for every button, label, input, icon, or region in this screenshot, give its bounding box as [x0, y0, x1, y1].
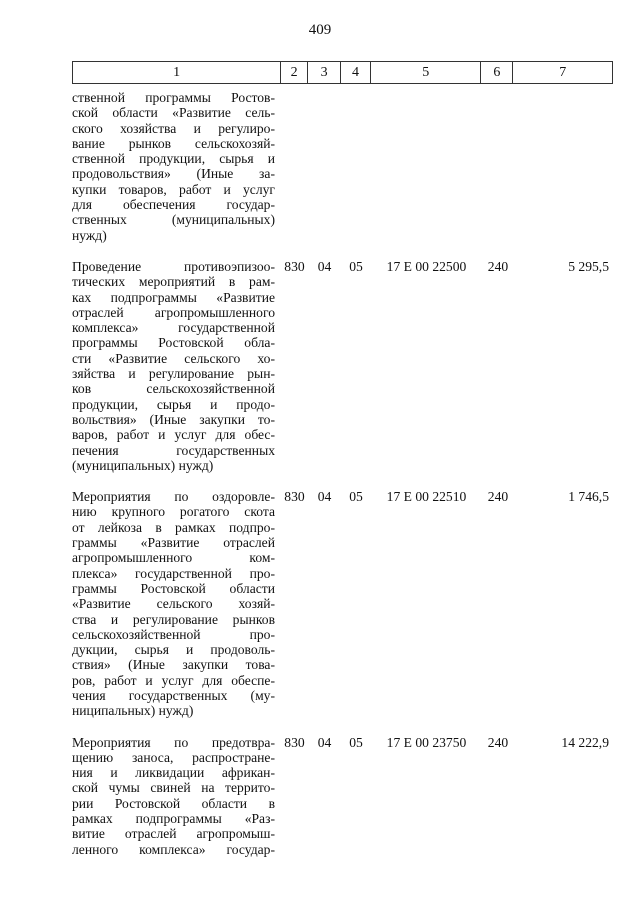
- cell-c2: [281, 90, 308, 243]
- cell-c6: 240: [487, 258, 509, 274]
- description-line: витие отраслей агропромыш-: [72, 826, 275, 842]
- description-line: ской чумы свиней на террито-: [72, 780, 275, 796]
- description-line: ского хозяйства и регулиро-: [72, 120, 275, 136]
- cell-c5: 17 Е 00 23750: [386, 734, 467, 750]
- cell-c7: 5 295,5: [568, 258, 609, 274]
- description-line: продовольствия» (Иные за-: [72, 166, 275, 182]
- description-cell: [72, 489, 275, 718]
- column-header-2: 2: [281, 62, 308, 83]
- cell-c2: 830: [284, 258, 305, 274]
- description-line: вольствия» (Иные закупки то-: [72, 411, 275, 427]
- description-line: продукции, сырья и продо-: [72, 396, 275, 412]
- description-line: рии Ростовской области в: [72, 795, 275, 811]
- cell-c7: 1 746,5: [568, 489, 609, 505]
- column-header-1: 1: [73, 62, 281, 83]
- description-line: (муниципальных) нужд): [72, 457, 214, 473]
- table-row: [72, 90, 613, 243]
- description-line: ках подпрограммы «Развитие: [72, 289, 275, 305]
- cell-c7: 14 222,9: [561, 734, 609, 750]
- description-line: ской области «Развитие сель-: [72, 105, 275, 121]
- description-line: тических мероприятий в рам-: [72, 274, 275, 290]
- description-line: Мероприятия по предотвра-: [72, 734, 275, 750]
- description-line: комплекса» государственной: [72, 320, 275, 336]
- cell-c5: [371, 90, 482, 243]
- table-body: [72, 90, 613, 873]
- description-line: ственной программы Ростов-: [72, 90, 275, 105]
- description-line: ленного комплекса» государ-: [72, 841, 275, 857]
- column-header-7: 7: [559, 64, 567, 80]
- description-line: чения государственных (му-: [72, 687, 275, 703]
- description-line: Мероприятия по оздоровле-: [72, 489, 275, 505]
- description-line: нию крупного рогатого скота: [72, 504, 275, 520]
- cell-c3: 04: [317, 734, 332, 750]
- cell-c6: 240: [487, 489, 509, 505]
- description-line: ров, работ и услуг для обеспе-: [72, 672, 275, 688]
- description-line: ния и ликвидации африкан-: [72, 765, 275, 781]
- cell-c3: 04: [317, 258, 332, 274]
- description-line: щению заноса, распростране-: [72, 749, 275, 765]
- table-row: [72, 735, 613, 857]
- description-line: дукции, сырья и продоволь-: [72, 642, 275, 658]
- table-header: [72, 61, 613, 84]
- cell-c2: 830: [284, 734, 305, 750]
- description-line: рамках подпрограммы «Раз-: [72, 811, 275, 827]
- description-line: зяйства и регулирование рын-: [72, 366, 275, 382]
- description-cell: [72, 259, 275, 473]
- description-cell: [72, 735, 275, 857]
- description-line: отраслей агропромышленного: [72, 304, 275, 320]
- description-line: агропромышленного ком-: [72, 550, 275, 566]
- description-line: граммы Ростовской области: [72, 580, 275, 596]
- page-number: 409: [308, 22, 332, 38]
- description-line: ственной продукции, сырья и: [72, 151, 275, 167]
- cell-c4: 05: [349, 734, 363, 750]
- description-line: вание рынков сельскохозяй-: [72, 135, 275, 151]
- cell-c4: 05: [349, 258, 363, 274]
- column-header-5: 5: [371, 62, 482, 83]
- description-line: сти «Развитие сельского хо-: [72, 350, 275, 366]
- description-line: граммы «Развитие отраслей: [72, 535, 275, 551]
- column-header-3: 3: [308, 62, 341, 83]
- description-line: ниципальных) нужд): [72, 703, 194, 719]
- cell-c7: [514, 90, 613, 243]
- cell-c6: 240: [487, 734, 509, 750]
- description-line: варов, работ и услуг для обес-: [72, 427, 275, 443]
- table-row: [72, 489, 613, 718]
- description-line: Проведение противоэпизоо-: [72, 258, 275, 274]
- column-header-4: 4: [341, 62, 371, 83]
- cell-c5: 17 Е 00 22500: [386, 258, 467, 274]
- description-line: ков сельскохозяйственной: [72, 381, 275, 397]
- description-line: плекса» государственной про-: [72, 565, 275, 581]
- description-line: для обеспечения государ-: [72, 197, 275, 213]
- cell-c3: 04: [317, 489, 332, 505]
- description-line: ственных (муниципальных): [72, 212, 275, 228]
- description-line: ствия» (Иные закупки това-: [72, 657, 275, 673]
- description-line: «Развитие сельского хозяй-: [72, 596, 275, 612]
- cell-c3: [308, 90, 341, 243]
- description-cell: [72, 90, 275, 243]
- description-line: печения государственных: [72, 442, 275, 458]
- description-line: сельскохозяйственной про-: [72, 626, 275, 642]
- cell-c4: 05: [349, 489, 363, 505]
- table-row: [72, 259, 613, 473]
- column-header-6: 6: [481, 62, 513, 83]
- cell-c2: 830: [284, 489, 305, 505]
- description-line: программы Ростовской обла-: [72, 335, 275, 351]
- description-line: от лейкоза в рамках подпро-: [72, 519, 275, 535]
- cell-c4: [341, 90, 371, 243]
- description-line: купки товаров, работ и услуг: [72, 181, 275, 197]
- description-line: нужд): [72, 227, 107, 243]
- cell-c6: [482, 90, 514, 243]
- cell-c5: 17 Е 00 22510: [386, 489, 467, 505]
- description-line: ства и регулирование рынков: [72, 611, 275, 627]
